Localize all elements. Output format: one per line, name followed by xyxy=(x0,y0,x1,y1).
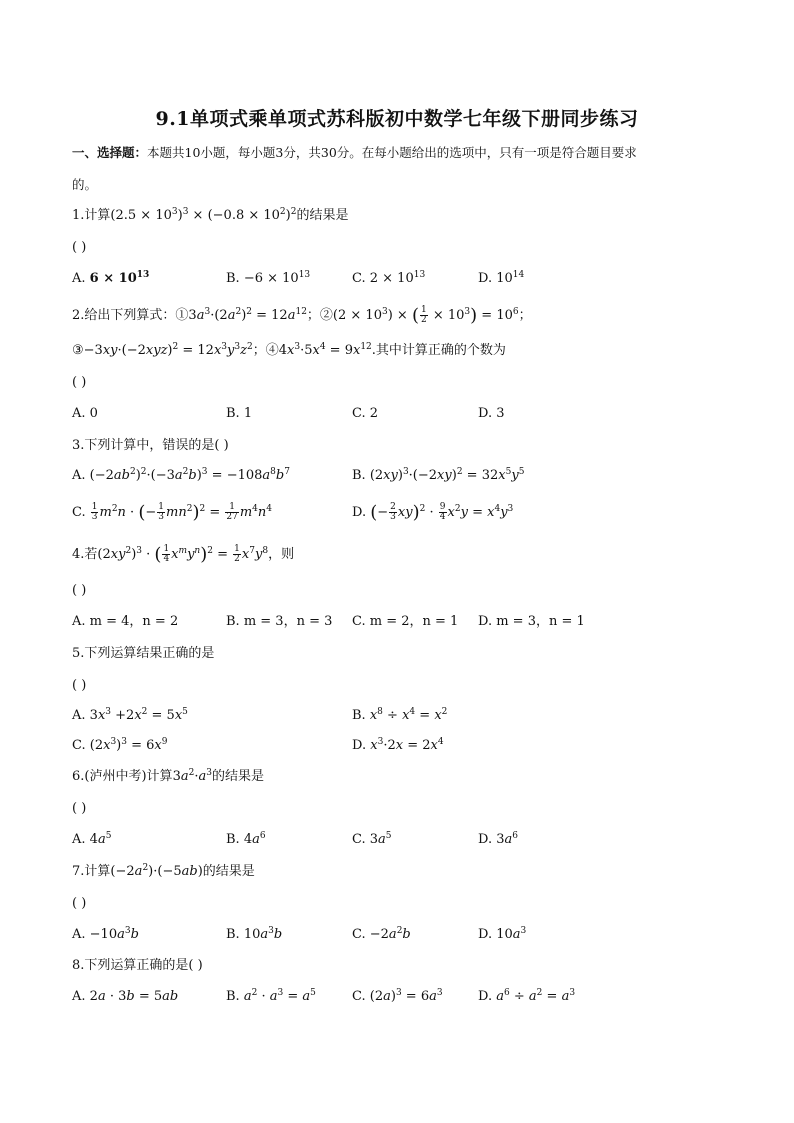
answer-paren: ( ) xyxy=(72,240,87,255)
option-c[interactable]: C. $\frac{1}{3}$ $m^2n$ · (− $\frac{1}{3}$ $mn^2)^2$ = $\frac{1}{27}$ $m^4n^4$ xyxy=(72,502,272,523)
option-d[interactable]: D. $x^3\cdot 2x = 2x^4$ xyxy=(352,737,444,753)
option-d[interactable]: D. $a^6 \div a^2 = a^3$ xyxy=(478,988,576,1004)
option-c[interactable]: C. $-2a^2b$ xyxy=(352,926,411,942)
section-text: 本题共10小题，每小题3分，共30分。在每小题给出的选项中，只有一项是符合题目要求 xyxy=(147,145,637,160)
question-number: 6. xyxy=(72,769,85,784)
option-c[interactable]: C. $(2x^3)^3 = 6x^9$ xyxy=(72,737,168,753)
option-b[interactable]: B. $(2xy)^3\cdot(-2xy)^2 = 32x^5y^5$ xyxy=(352,467,525,483)
option-c[interactable]: C. $3a^5$ xyxy=(352,831,392,847)
answer-paren: ( ) xyxy=(72,896,87,911)
question-stem: 计算 xyxy=(84,864,111,879)
option-d[interactable]: D. m = 3，n = 1 xyxy=(478,614,585,629)
section-header xyxy=(72,144,637,162)
option-b[interactable]: B. $x^8 \div x^4 = x^2$ xyxy=(352,707,448,723)
question-number: 1. xyxy=(72,208,85,223)
formula: $3a^2\cdot a^3$ xyxy=(172,768,212,784)
option-d[interactable]: D. (− $\frac{2}{3}$ xy)$^2$ · $\frac{9}{4}$ $x^2y = x^4y^3$ xyxy=(352,502,514,523)
option-a[interactable]: A. 2a · 3b = 5ab xyxy=(72,989,179,1004)
question-stem: 下列计算中，错误的是( ) xyxy=(84,438,229,453)
question-stem: 给出下列算式： xyxy=(84,308,176,323)
question-8 xyxy=(72,957,203,975)
option-b[interactable]: B. $4a^6$ xyxy=(226,831,266,847)
question-stem: 计算 xyxy=(84,208,111,223)
answer-paren: ( ) xyxy=(72,583,87,598)
option-c[interactable]: C. $2 \times 10^{13}$ xyxy=(352,270,426,286)
option-c[interactable]: C. 2 xyxy=(352,406,379,421)
question-4 xyxy=(72,545,294,564)
question-number: 5. xyxy=(72,646,85,661)
question-6 xyxy=(72,768,264,786)
option-d[interactable]: D. 3 xyxy=(478,406,505,421)
question-number: 7. xyxy=(72,864,85,879)
question-number: 8. xyxy=(72,958,85,973)
option-a[interactable]: A. $(-2ab^2)^2\cdot(-3a^2b)^3 = -108a^8b^7$ xyxy=(72,467,290,483)
option-a[interactable]: A. m = 4，n = 2 xyxy=(72,614,179,629)
formula: $(2xy^2)^3$ · ( $\frac{1}{4}$ $x^my^n)^2$ = $\frac{1}{2}$ $x^7y^8$ xyxy=(97,544,269,565)
question-number: 2. xyxy=(72,308,85,323)
question-3 xyxy=(72,437,229,455)
question-stem-tail: 的结果是 xyxy=(202,864,255,879)
formula: $①3a^3\cdot(2a^2)^2 = 12a^{12}$；②(2 × $10^3$) × ( $\frac{1}{2}$ × $10^3) = 10^6$； xyxy=(175,305,532,326)
option-c[interactable]: C. m = 2，n = 1 xyxy=(352,614,459,629)
option-a[interactable]: A. $3x^3 +2x^2 = 5x^5$ xyxy=(72,707,188,723)
formula: $(-2a^2)\cdot(-5ab)$ xyxy=(110,863,203,879)
option-a[interactable]: A. $6 \times 10^{13}$ xyxy=(72,270,150,286)
answer-paren: ( ) xyxy=(72,801,87,816)
option-d[interactable]: D. $10a^3$ xyxy=(478,926,527,942)
option-d[interactable]: D. $3a^6$ xyxy=(478,831,518,847)
page-title: 9.1单项式乘单项式苏科版初中数学七年级下册同步练习 xyxy=(155,108,639,130)
question-stem: 下列运算结果正确的是 xyxy=(84,646,215,661)
answer-paren: ( ) xyxy=(72,678,87,693)
question-1 xyxy=(72,207,348,225)
question-5 xyxy=(72,645,214,663)
question-stem-tail: 的结果是 xyxy=(296,208,349,223)
option-b[interactable]: B. $-6 \times 10^{13}$ xyxy=(226,270,311,286)
question-stem: 下列运算正确的是( ) xyxy=(84,958,203,973)
section-label: 一、选择题： xyxy=(72,145,148,160)
option-d[interactable]: D. $10^{14}$ xyxy=(478,270,525,286)
option-b[interactable]: B. m = 3，n = 3 xyxy=(226,614,333,629)
formula: $(2.5 \times 10^3)^3 \times (-0.8 \times 10^2)^2$ xyxy=(110,207,297,223)
question-stem-tail: ，则 xyxy=(268,547,295,562)
option-b[interactable]: B. $10a^3b$ xyxy=(226,926,283,942)
question-2 xyxy=(72,306,532,325)
option-a[interactable]: A. $4a^5$ xyxy=(72,831,112,847)
question-number: 4. xyxy=(72,547,85,562)
option-a[interactable]: A. $-10a^3b$ xyxy=(72,926,139,942)
question-7 xyxy=(72,863,255,881)
section-text-cont: 的。 xyxy=(72,177,98,192)
question-number: 3. xyxy=(72,438,85,453)
option-b[interactable]: B. $a^2 \cdot a^3 = a^5$ xyxy=(226,988,316,1004)
answer-paren: ( ) xyxy=(72,375,87,390)
option-c[interactable]: C. $(2a)^3 = 6a^3$ xyxy=(352,988,443,1004)
question-stem: (泸州中考)计算 xyxy=(84,769,173,784)
option-a[interactable]: A. 0 xyxy=(72,406,98,421)
question-2-line-2 xyxy=(72,342,506,360)
option-b[interactable]: B. 1 xyxy=(226,406,253,421)
formula: $③-3xy\cdot(-2xyz)^2 = 12x^3y^3z^2$；$④4x^3\cdot 5x^4 = 9x^{12}$. xyxy=(72,342,376,358)
question-stem-tail: 其中计算正确的个数为 xyxy=(375,343,506,358)
question-stem-tail: 的结果是 xyxy=(211,769,264,784)
question-stem: 若 xyxy=(84,547,98,562)
